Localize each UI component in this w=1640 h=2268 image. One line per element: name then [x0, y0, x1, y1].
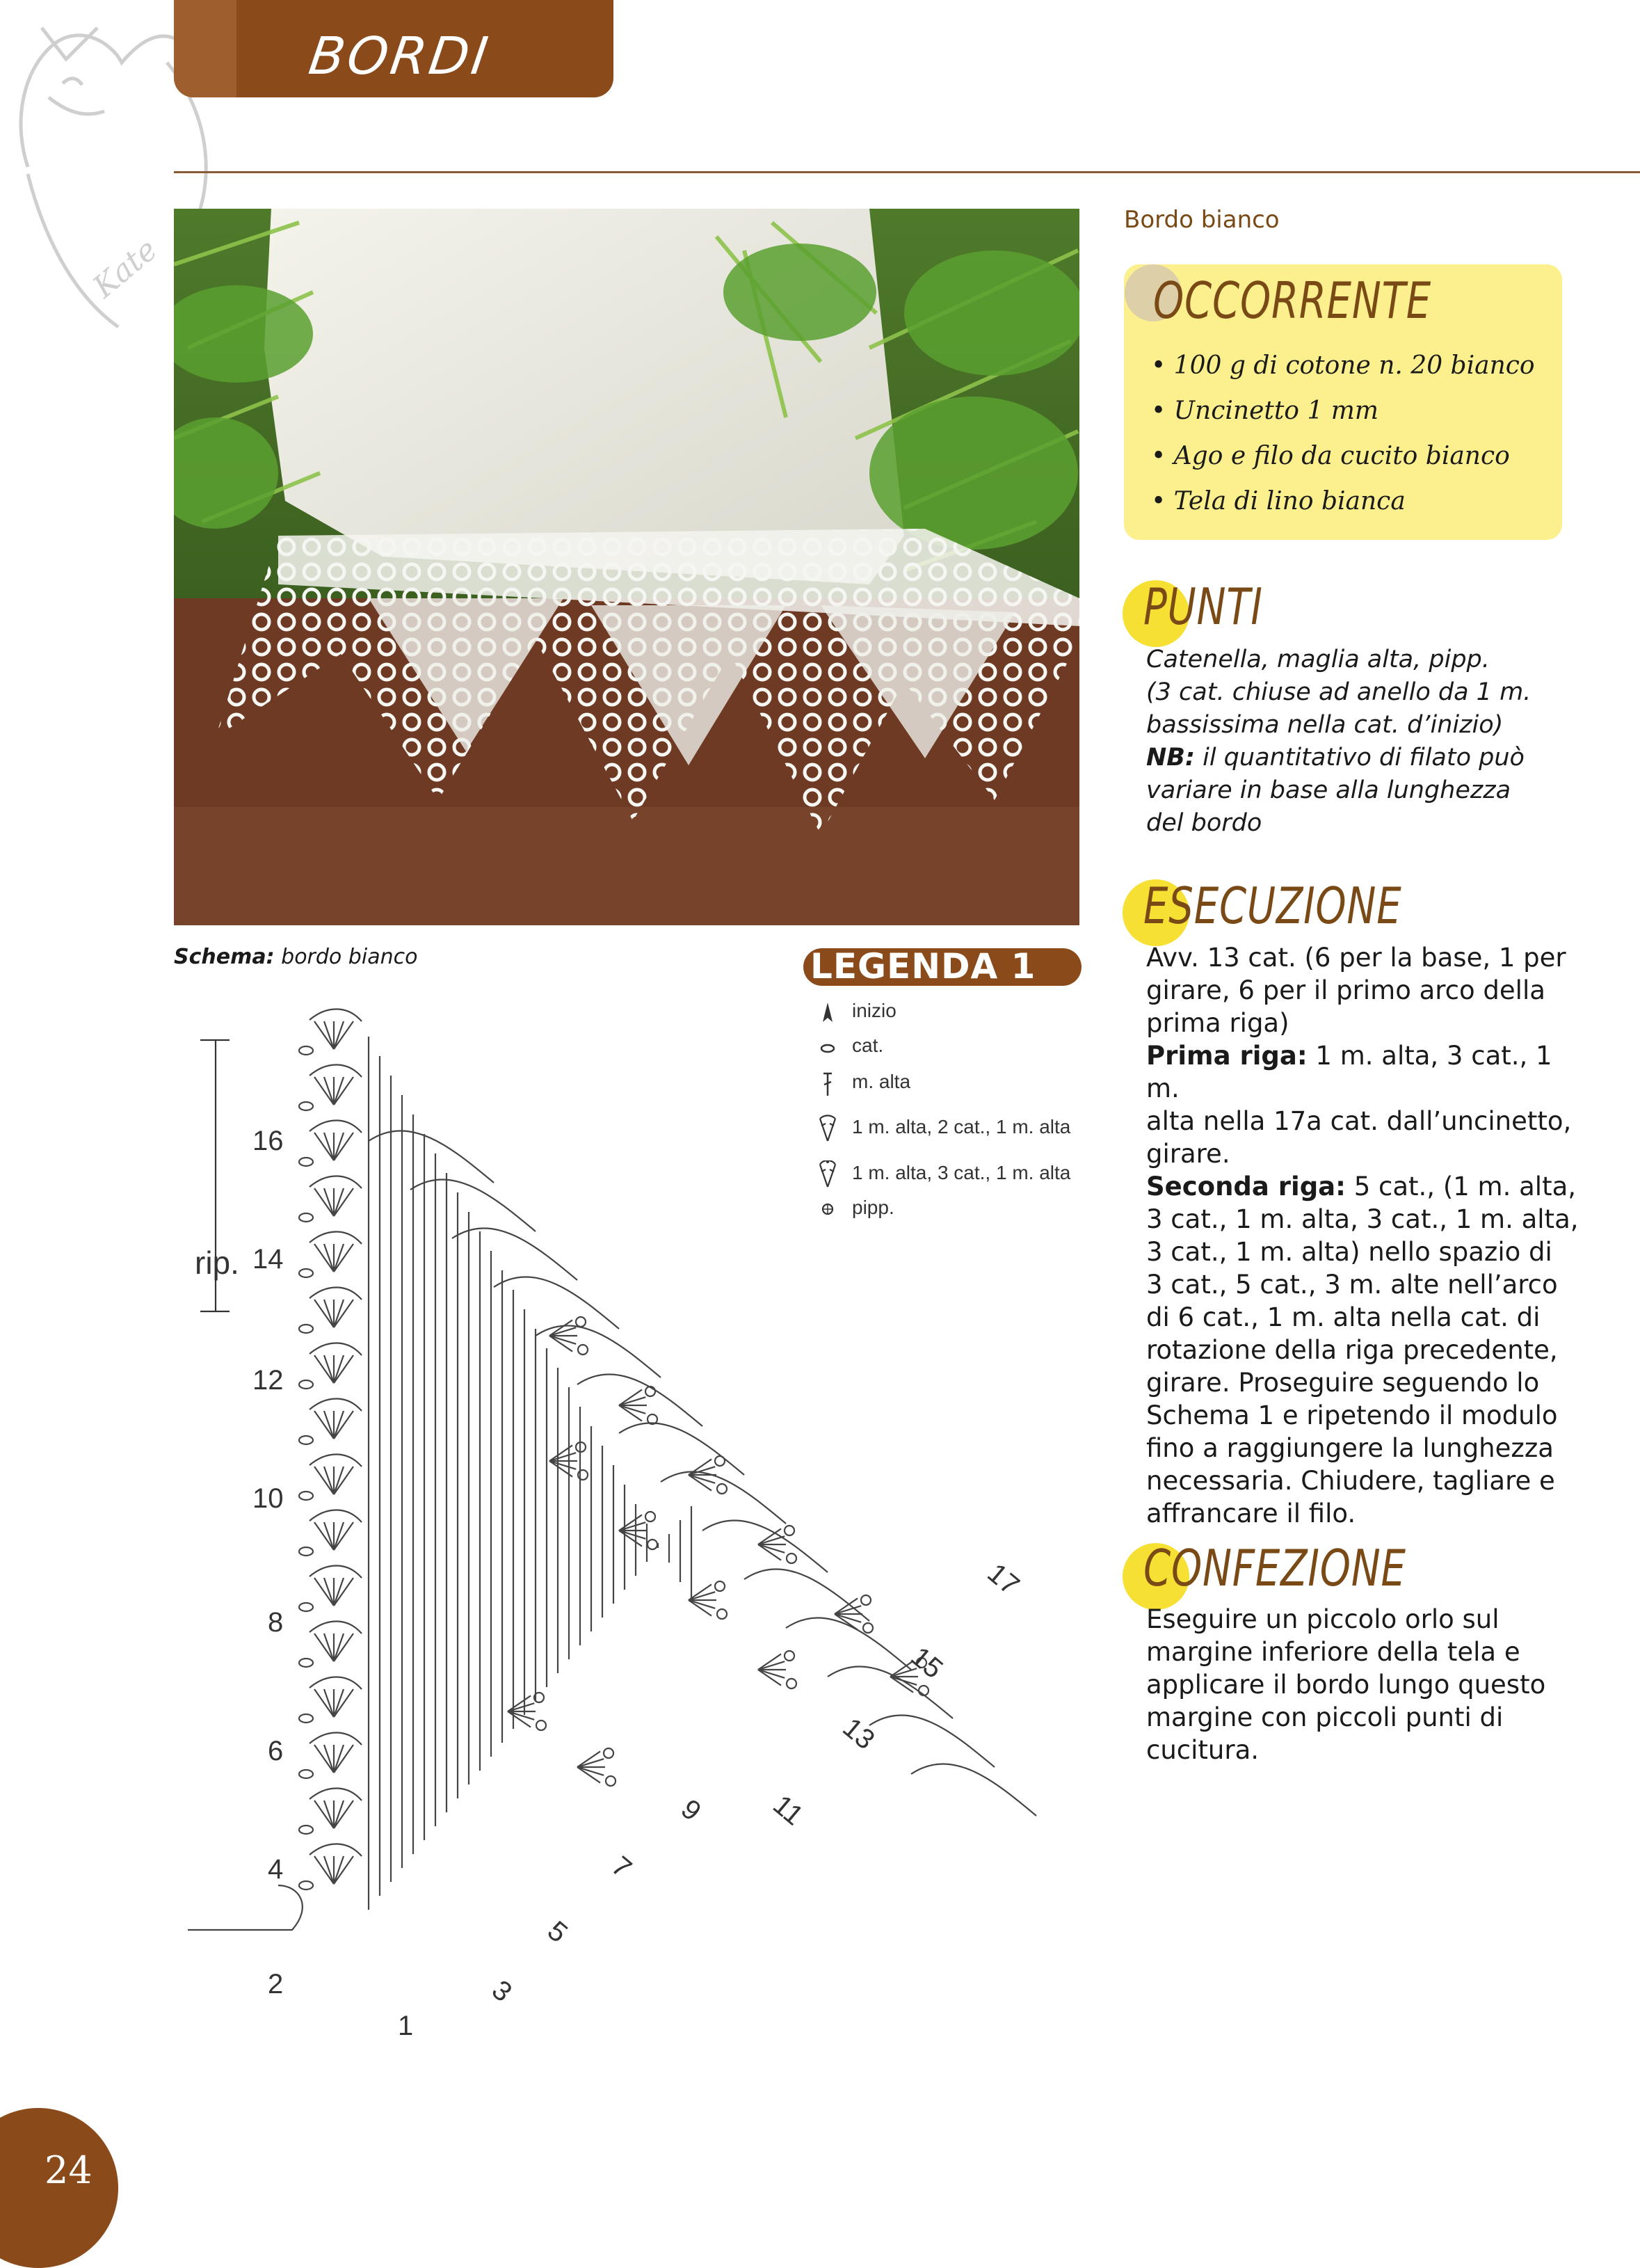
chain-arc — [536, 1325, 661, 1377]
fan-stitch — [689, 1467, 715, 1475]
execution-line-text: 5 cat., (1 m. alta, — [1345, 1172, 1577, 1201]
finishing-line: margine inferiore della tela e — [1146, 1637, 1520, 1667]
chain-stitch — [299, 1826, 313, 1834]
fan-stitch — [890, 1677, 917, 1685]
picot — [785, 1651, 794, 1661]
fan-stitch — [334, 1634, 353, 1661]
fan-stitch — [619, 1405, 645, 1414]
fan-stitch — [334, 1021, 344, 1049]
picot — [536, 1720, 546, 1730]
stitches-line: variare in base alla lunghezza — [1146, 776, 1511, 804]
legend-title: LEGENDA 1 — [810, 946, 1036, 987]
execution-line: di 6 cat., 1 m. alta nella cat. di — [1146, 1302, 1541, 1332]
second-row-label: Seconda riga: — [1146, 1172, 1346, 1201]
chain-stitch — [299, 1102, 313, 1110]
fan-stitch — [314, 1077, 334, 1105]
stitches-line: del bordo — [1146, 809, 1262, 837]
fan-stitch — [758, 1536, 785, 1544]
picot — [715, 1456, 725, 1466]
fan-stitch — [758, 1528, 781, 1544]
fan-stitch — [334, 1244, 353, 1272]
fan-stitch — [314, 1689, 334, 1717]
finishing-text — [1146, 1603, 1591, 1766]
fan-stitch — [508, 1711, 531, 1727]
fan-stitch — [758, 1661, 785, 1670]
fan-stitch — [324, 1244, 334, 1272]
execution-line: girare. Proseguire seguendo lo — [1146, 1368, 1540, 1398]
fan-stitch — [324, 1355, 334, 1383]
fan-stitch — [334, 1467, 353, 1494]
fan-stitch — [758, 1544, 781, 1560]
row-number: 10 — [252, 1483, 284, 1514]
picot — [578, 1345, 588, 1355]
legend-label: cat. — [852, 1035, 884, 1056]
fan-stitch — [835, 1606, 861, 1614]
fan-arc — [309, 1176, 362, 1188]
finishing-line: margine con piccoli punti di — [1146, 1702, 1504, 1732]
fan-stitch — [689, 1475, 712, 1491]
chain-arc — [452, 1228, 577, 1280]
row-number: 1 — [398, 2011, 414, 2041]
fan-stitch — [334, 1522, 353, 1550]
legend-label: inizio — [852, 1000, 897, 1021]
finishing-line: applicare il bordo lungo questo — [1146, 1670, 1546, 1700]
fan-stitch — [334, 1634, 344, 1661]
picot — [648, 1540, 657, 1549]
fan-arc — [309, 1677, 362, 1689]
watermark-text: Kate — [86, 232, 164, 305]
fan-stitch — [577, 1759, 604, 1767]
fan-stitch — [577, 1767, 604, 1775]
chain-stitch — [299, 1492, 313, 1500]
execution-line: affrancare il filo. — [1146, 1499, 1356, 1528]
fan-stitch — [334, 1021, 353, 1049]
row-number: 6 — [268, 1736, 284, 1766]
fan-stitch — [508, 1695, 531, 1711]
finishing-title: CONFEZIONE — [1143, 1539, 1406, 1597]
fan-stitch — [324, 1467, 334, 1494]
chain-stitch — [299, 1714, 313, 1723]
fan-arc — [309, 1064, 362, 1077]
execution-line: rotazione della riga precedente, — [1146, 1335, 1558, 1365]
row-number: 9 — [675, 1794, 707, 1828]
fan-stitch — [334, 1077, 344, 1105]
fan-stitch — [689, 1600, 712, 1616]
fan-stitch — [334, 1300, 353, 1327]
fan-stitch — [549, 1336, 576, 1344]
chain-stitch — [299, 1158, 313, 1166]
fan-arc — [309, 1009, 362, 1021]
fan-stitch — [334, 1355, 344, 1383]
fan-stitch — [324, 1021, 334, 1049]
fan-stitch — [758, 1670, 781, 1686]
fan-stitch — [549, 1327, 576, 1336]
chain-arc — [410, 1179, 536, 1231]
execution-line-text: 1 m. alta, 3 cat., 1 m. — [1146, 1041, 1552, 1103]
fan-stitch — [334, 1800, 353, 1828]
fan-stitch — [334, 1800, 344, 1828]
picot — [863, 1623, 873, 1633]
execution-line: prima riga) — [1146, 1008, 1289, 1038]
chain-arc — [619, 1423, 744, 1475]
lace-edging-photo — [174, 209, 1079, 925]
fan-stitch — [324, 1411, 334, 1439]
execution-line — [1146, 1039, 1591, 1105]
picot — [715, 1581, 725, 1591]
legend-label: m. alta — [852, 1071, 911, 1092]
fan-stitch — [334, 1689, 344, 1717]
picot — [861, 1595, 871, 1605]
chain-arc — [577, 1374, 702, 1426]
picot — [645, 1512, 655, 1522]
fan-stitch — [334, 1578, 344, 1606]
schema-caption-text: bordo bianco — [274, 945, 418, 969]
fan-arc — [309, 1120, 362, 1133]
materials-item: • Uncinetto 1 mm — [1151, 397, 1379, 425]
fan-stitch — [577, 1767, 600, 1783]
materials-list — [1151, 346, 1535, 527]
stitches-line: bassissima nella cat. d’inizio) — [1146, 711, 1504, 739]
legend-label: 1 m. alta, 3 cat., 1 m. alta — [852, 1162, 1071, 1183]
fan-stitch — [334, 1355, 353, 1383]
row-number: 3 — [485, 1974, 518, 2009]
materials-item: • Ago e filo da cucito bianco — [1151, 442, 1510, 470]
fan-stitch — [689, 1600, 715, 1608]
row-number: 17 — [981, 1557, 1025, 1602]
fan-stitch — [508, 1703, 534, 1711]
fan-stitch — [314, 1800, 334, 1828]
fan-stitch — [314, 1578, 334, 1606]
fan-stitch — [577, 1751, 600, 1767]
crochet-chart — [188, 1002, 1106, 2087]
stitches-line-text: il quantitativo di filato può — [1203, 744, 1525, 772]
fan-stitch — [324, 1188, 334, 1216]
fan-stitch — [314, 1522, 334, 1550]
fan-stitch — [619, 1531, 645, 1539]
chain-arc — [869, 1715, 995, 1767]
chain-arc — [786, 1618, 911, 1670]
fan-stitch — [689, 1475, 715, 1483]
picot — [604, 1748, 613, 1758]
fan-stitch — [334, 1244, 344, 1272]
fan-stitch — [324, 1800, 334, 1828]
fan-stitch — [758, 1654, 781, 1670]
fan-stitch — [334, 1578, 353, 1606]
stitches-line: Catenella, maglia alta, pipp. — [1146, 646, 1490, 673]
row-number: 8 — [268, 1607, 284, 1638]
fan-arc — [309, 1621, 362, 1634]
picot — [785, 1526, 794, 1535]
fan-stitch — [324, 1077, 334, 1105]
execution-line: fino a raggiungere la lunghezza — [1146, 1433, 1554, 1463]
fan-stitch — [549, 1453, 576, 1461]
stitches-line: (3 cat. chiuse ad anello da 1 m. — [1146, 678, 1532, 706]
fan-stitch — [314, 1467, 334, 1494]
fan-stitch — [619, 1515, 642, 1531]
fan-stitch — [758, 1544, 785, 1553]
fan-stitch — [334, 1411, 353, 1439]
chain-stitch — [299, 1213, 313, 1222]
finishing-line: Eseguire un piccolo orlo sul — [1146, 1604, 1500, 1634]
fan-arc — [309, 1454, 362, 1467]
fan-stitch — [334, 1188, 353, 1216]
fan-stitch — [314, 1634, 334, 1661]
chain-arc — [911, 1764, 1036, 1816]
fan-stitch — [324, 1578, 334, 1606]
picot — [787, 1679, 796, 1688]
repeat-label: rip. — [195, 1245, 239, 1281]
materials-item: • 100 g di cotone n. 20 bianco — [1151, 351, 1535, 380]
materials-title: OCCORRENTE — [1153, 271, 1431, 330]
schema-caption — [174, 945, 417, 969]
picot — [576, 1317, 586, 1327]
fan-stitch — [619, 1405, 642, 1421]
chain-stitch — [299, 1380, 313, 1389]
row-number: 7 — [605, 1851, 638, 1885]
fan-arc — [309, 1732, 362, 1745]
fan-arc — [309, 1231, 362, 1244]
chain-stitch — [299, 1881, 313, 1890]
row-number: 5 — [541, 1915, 574, 1949]
execution-line: Schema 1 e ripetendo il modulo — [1146, 1400, 1558, 1430]
fan-arc — [309, 1565, 362, 1578]
chain-arc — [661, 1471, 786, 1524]
row-number: 15 — [905, 1640, 949, 1685]
fan-stitch — [689, 1592, 715, 1600]
fan-stitch — [549, 1461, 576, 1469]
picot — [787, 1554, 796, 1563]
fan-stitch — [314, 1300, 334, 1327]
fan-stitch — [324, 1856, 334, 1884]
project-subtitle: Bordo bianco — [1124, 206, 1280, 234]
nb-label: NB: — [1146, 744, 1195, 772]
execution-line: 3 cat., 1 m. alta, 3 cat., 1 m. alta, — [1146, 1204, 1579, 1234]
legend-label: 1 m. alta, 2 cat., 1 m. alta — [852, 1116, 1071, 1137]
fan-stitch — [314, 1355, 334, 1383]
first-row-label: Prima riga: — [1146, 1041, 1308, 1071]
chain-stitch — [299, 1046, 313, 1055]
fan-stitch — [334, 1522, 344, 1550]
chain-arc — [744, 1569, 869, 1621]
fan-stitch — [758, 1670, 785, 1678]
fan-stitch — [324, 1522, 334, 1550]
fan-stitch — [334, 1856, 353, 1884]
legend-label: pipp. — [852, 1197, 894, 1218]
row-number: 16 — [252, 1126, 284, 1156]
fan-stitch — [334, 1689, 353, 1717]
fan-stitch — [314, 1021, 334, 1049]
fan-arc — [309, 1287, 362, 1300]
stitches-line — [1146, 742, 1591, 774]
execution-line: girare. — [1146, 1139, 1230, 1169]
fan-stitch — [334, 1856, 344, 1884]
execution-title: ESECUZIONE — [1143, 877, 1402, 935]
base-chain — [188, 1885, 303, 1930]
schema-caption-label: Schema: — [174, 945, 275, 969]
chain-stitch — [299, 1770, 313, 1778]
fan-stitch — [314, 1244, 334, 1272]
row-number: 12 — [252, 1365, 284, 1396]
fan-stitch — [549, 1336, 572, 1352]
fan-stitch — [619, 1397, 645, 1405]
execution-text — [1146, 941, 1591, 1530]
finishing-line: cucitura. — [1146, 1735, 1260, 1765]
fan-arc — [309, 1343, 362, 1355]
header-tab-accent — [174, 0, 236, 97]
fan-arc — [309, 1398, 362, 1411]
execution-line: alta nella 17a cat. dall’uncinetto, — [1146, 1106, 1572, 1136]
fan-arc — [309, 1844, 362, 1856]
chain-stitch — [299, 1603, 313, 1611]
row-number: 14 — [252, 1244, 284, 1275]
fan-stitch — [334, 1133, 344, 1160]
execution-line: 3 cat., 1 m. alta) nello spazio di — [1146, 1237, 1552, 1267]
fan-stitch — [324, 1300, 334, 1327]
row-number: 11 — [767, 1789, 810, 1832]
stitches-title: PUNTI — [1143, 577, 1263, 636]
picot — [606, 1776, 616, 1786]
fan-stitch — [324, 1689, 334, 1717]
materials-item: • Tela di lino bianca — [1151, 487, 1406, 516]
row-number: 13 — [837, 1711, 881, 1756]
chain-stitch — [299, 1659, 313, 1667]
fan-stitch — [314, 1188, 334, 1216]
fan-stitch — [334, 1300, 344, 1327]
fan-stitch — [314, 1411, 334, 1439]
execution-line: 3 cat., 5 cat., 3 m. alte nell’arco — [1146, 1270, 1558, 1300]
chain-arc — [369, 1131, 494, 1183]
fan-stitch — [835, 1598, 858, 1614]
fan-stitch — [619, 1389, 642, 1405]
fan-stitch — [508, 1711, 534, 1720]
fan-stitch — [334, 1745, 344, 1773]
fan-stitch — [334, 1411, 344, 1439]
row-number: 4 — [268, 1854, 284, 1885]
fan-stitch — [314, 1856, 334, 1884]
fan-stitch — [324, 1133, 334, 1160]
fan-stitch — [314, 1745, 334, 1773]
fan-arc — [309, 1510, 362, 1522]
fan-stitch — [334, 1133, 353, 1160]
stitches-text — [1146, 644, 1591, 840]
chain-stitch — [299, 1547, 313, 1556]
chain-stitch — [299, 1436, 313, 1444]
execution-line: girare, 6 per il primo arco della — [1146, 975, 1545, 1005]
picot — [717, 1484, 727, 1494]
fan-stitch — [334, 1077, 353, 1105]
fan-stitch — [619, 1531, 642, 1547]
section-header-title: BORDI — [305, 26, 495, 86]
execution-line: Avv. 13 cat. (6 per la base, 1 per — [1146, 943, 1566, 973]
fan-stitch — [324, 1745, 334, 1773]
chain-stitch — [299, 1269, 313, 1277]
fan-stitch — [314, 1133, 334, 1160]
fan-arc — [309, 1788, 362, 1800]
fan-stitch — [324, 1634, 334, 1661]
fan-stitch — [619, 1522, 645, 1531]
header-rule — [174, 171, 1640, 173]
execution-line — [1146, 1170, 1591, 1203]
fan-stitch — [334, 1745, 353, 1773]
row-number: 2 — [268, 1969, 284, 1999]
picot — [717, 1609, 727, 1619]
chain-stitch — [299, 1325, 313, 1333]
page-number: 24 — [45, 2148, 93, 2192]
execution-line: necessaria. Chiudere, tagliare e — [1146, 1466, 1555, 1496]
fan-stitch — [334, 1467, 344, 1494]
fan-stitch — [334, 1188, 344, 1216]
